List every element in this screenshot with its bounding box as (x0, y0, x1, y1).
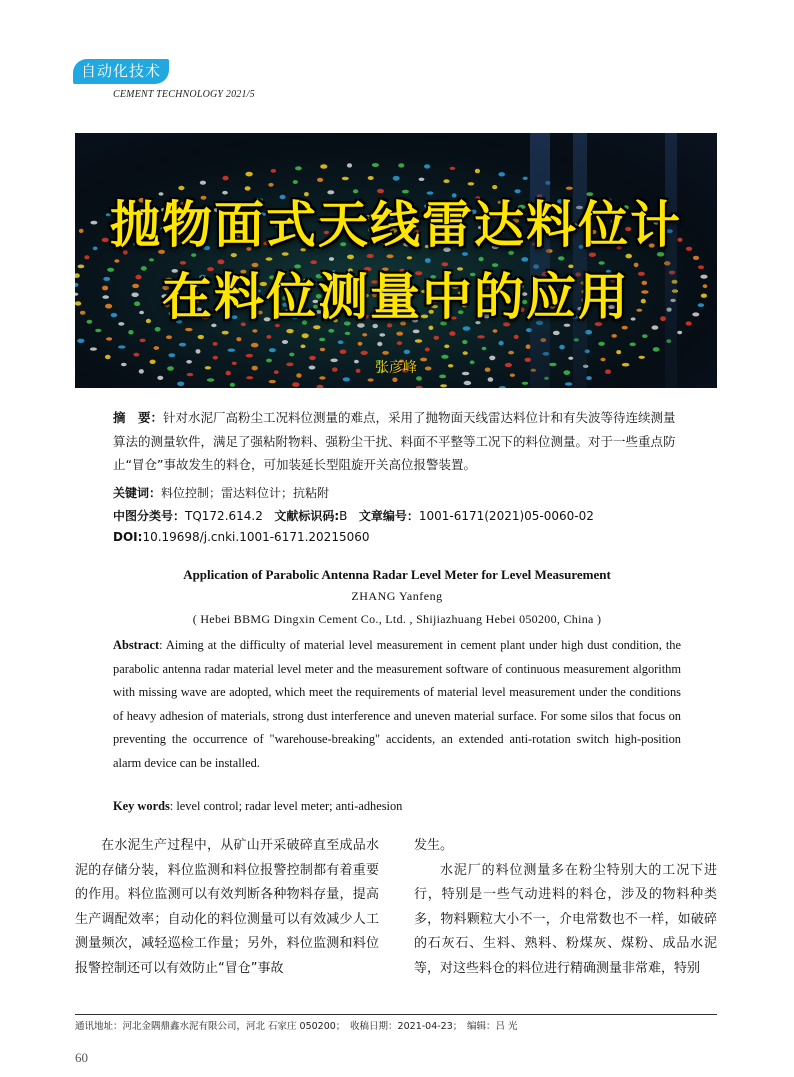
english-abstract-text: : Aiming at the difficulty of material level measurement in cement plant under high dust condition, the parabolic antenna radar material level meter and the measurement software of continuous measurement algorithm with missing wave are adopted, which meet the requirements of material level measurement under the conditions of heavy adhesion of materials, strong dust interference and uneven material surface. For some silos that focus on preventing the occurrence of "warehouse-breaking" accidents, an extended anti-rotation switch high-position alarm device can be installed. (113, 638, 681, 770)
radar-dot (358, 342, 363, 346)
radar-dot (413, 330, 420, 334)
radar-dot (118, 345, 126, 348)
radar-dot (362, 333, 367, 336)
radar-dot (289, 353, 294, 357)
radar-dot (302, 333, 309, 338)
radar-dot (293, 180, 298, 184)
radar-dot (292, 382, 300, 387)
radar-dot (319, 338, 325, 342)
keywords-cn (113, 484, 329, 501)
radar-dot (245, 172, 252, 177)
keywords-text: 料位控制；雷达料位计；抗粘附 (161, 486, 330, 500)
radar-dot (493, 329, 498, 332)
radar-dot (397, 341, 402, 345)
radar-dot (425, 348, 430, 352)
clc-value: TQ172.614.2 (185, 509, 263, 523)
english-author: ZHANG Yanfeng (351, 589, 443, 603)
radar-dot (398, 163, 404, 167)
radar-dot (443, 179, 449, 183)
journal-name: CEMENT TECHNOLOGY 2021/5 (113, 89, 255, 100)
radar-dot (379, 333, 385, 336)
doi-line (113, 530, 370, 544)
radar-dot (251, 343, 259, 348)
radar-dot (449, 331, 455, 336)
radar-dot (462, 340, 467, 344)
radar-dot (434, 336, 440, 340)
radar-dot (499, 341, 504, 346)
radar-dot (106, 337, 112, 340)
article-title-line2: 在料位测量中的应用 (162, 268, 630, 326)
body-column-right (414, 834, 717, 981)
radar-dot (382, 351, 389, 355)
radar-dot (342, 177, 349, 180)
doc-code-label: 文献标识码: (274, 509, 340, 523)
radar-dot (230, 383, 235, 387)
radar-dot (269, 348, 276, 352)
radar-dot (345, 332, 351, 335)
section-badge: 自动化技术 (73, 59, 169, 84)
radar-dot (228, 349, 236, 352)
english-keywords-label: Key words (113, 799, 170, 813)
radar-dot (450, 167, 456, 170)
radar-dot (514, 335, 519, 339)
radar-dot (444, 345, 449, 349)
radar-dot (368, 176, 374, 180)
doi-value: 10.19698/j.cnki.1001-6171.20215060 (142, 530, 370, 544)
radar-dot (295, 166, 302, 170)
abstract-label: 摘 要： (113, 410, 164, 425)
radar-dot (340, 350, 347, 354)
radar-dot (523, 177, 528, 180)
clc-label: 中图分类号： (113, 509, 186, 523)
radar-dot (198, 335, 204, 339)
radar-dot (464, 381, 472, 385)
radar-dot (338, 340, 344, 344)
radar-dot (252, 329, 257, 332)
footer-divider (75, 1014, 717, 1015)
radar-dot (396, 332, 403, 336)
radar-dot (271, 169, 276, 173)
radar-dot (320, 164, 327, 169)
chinese-abstract (113, 406, 683, 477)
radar-dot (392, 377, 397, 382)
radar-dot (266, 335, 271, 339)
body-paragraph: 发生。 (414, 838, 454, 853)
radar-dot (177, 382, 184, 387)
title-banner (75, 133, 717, 388)
page-number: 60 (75, 1050, 88, 1065)
english-affiliation: ( Hebei BBMG Dingxin Cement Co., Ltd. , Shijiazhuang Hebei 050200, China ) (192, 612, 602, 626)
english-abstract (113, 634, 681, 776)
english-title: Application of Parabolic Antenna Radar Level Meter for Level Measurement (183, 567, 611, 582)
radar-dot (616, 350, 621, 354)
radar-dot (440, 384, 447, 387)
radar-dot (642, 334, 648, 338)
radar-dot (415, 339, 422, 342)
english-keywords-text: : level control; radar level meter; anti-adhesion (169, 799, 403, 813)
radar-dot (166, 335, 172, 339)
radar-dot (630, 343, 636, 347)
article-no-value: 1001-6171(2021)05-0060-02 (418, 509, 594, 523)
radar-dot (526, 344, 531, 349)
body-column-left (75, 834, 379, 981)
english-keywords (113, 799, 402, 814)
radar-dot (553, 331, 560, 335)
radar-dot (196, 349, 201, 354)
radar-dot (598, 342, 605, 346)
radar-dot (368, 378, 374, 381)
radar-dot (612, 334, 617, 338)
body-paragraph: 在水泥生产过程中，从矿山开采破碎直至成品水泥的存储分装，料位监测和料位报警控制都有着重要的作用。料位监测可以有效判断各种物料存量，提高生产调配效率；自动化的料位测量可以有效减少人工测量频次，减轻巡检工作量；另外，料位监测和料位报警控制还可以有效防止“冒仓”事故 (75, 838, 379, 976)
radar-dot (677, 331, 682, 334)
article-no-label: 文章编号： (358, 509, 419, 523)
radar-dot (424, 164, 430, 168)
radar-dot (95, 329, 101, 332)
radar-dot (377, 342, 382, 346)
radar-dot (236, 337, 241, 341)
radar-dot (154, 346, 160, 350)
radar-dot (343, 377, 350, 381)
keywords-label: 关键词： (113, 486, 162, 500)
radar-dot (361, 351, 368, 355)
radar-dot (90, 347, 97, 350)
abstract-text: 针对水泥厂高粉尘工况料位测量的难点，采用了抛物面天线雷达料位计和有失波等待连续测量算法的测量软件，满足了强粘附物料、强粉尘干扰、料面不平整等工况下的料位测量。对于一些重点防止“冒仓”事故发生的料仓，可加装延长型阻旋开关高位报警装置。 (113, 410, 676, 472)
article-title-line1: 抛物面式天线雷达料位计 (110, 196, 682, 254)
radar-dot (559, 345, 565, 350)
doc-code-value: B (339, 509, 348, 523)
author-name: 张彦峰 (375, 360, 417, 376)
radar-dot (140, 339, 146, 343)
radar-dot (317, 178, 323, 182)
radar-dot (179, 343, 186, 347)
radar-dot (498, 172, 505, 176)
radar-dot (328, 329, 334, 333)
radar-dot (223, 176, 229, 181)
radar-dot (320, 348, 325, 351)
radar-dot (347, 163, 352, 167)
radar-dot (393, 176, 400, 181)
radar-dot (77, 339, 84, 343)
radar-dot (286, 329, 293, 333)
radar-dot (477, 335, 485, 338)
radar-dot (222, 331, 229, 335)
radar-dot (372, 163, 379, 167)
radar-dot (213, 342, 218, 346)
radar-dot (404, 350, 410, 354)
radar-dot (463, 351, 468, 355)
radar-dot (282, 340, 288, 344)
english-abstract-label: Abstract (113, 638, 160, 652)
radar-dot (508, 351, 514, 355)
radar-dot (488, 377, 494, 382)
doi-label: DOI: (113, 530, 143, 544)
radar-dot (565, 382, 572, 386)
radar-dot (475, 169, 480, 174)
classification-line (113, 507, 594, 524)
radar-dot (419, 178, 425, 181)
footer-note: 通讯地址：河北金隅鼎鑫水泥有限公司，河北 石家庄 050200； 收稿日期：2021-04-23； 编辑：吕 光 (75, 1021, 518, 1032)
radar-dot (301, 345, 306, 349)
radar-dot (269, 380, 276, 383)
radar-dot (128, 330, 133, 335)
radar-dot (522, 382, 528, 385)
radar-dot (653, 347, 660, 352)
radar-dot (207, 378, 214, 381)
body-paragraph: 水泥厂的料位测量多在粉尘特别大的工况下进行，特别是一些气动进料的料仓，涉及的物料种类多，物料颗粒大小不一，介电常数也不一样，如破碎的石灰石、生料、熟料、粉煤灰、煤粉、成品水泥等，对这些料仓的料位进行精确测量非常难，特别 (414, 862, 717, 976)
radar-dot (482, 347, 487, 351)
